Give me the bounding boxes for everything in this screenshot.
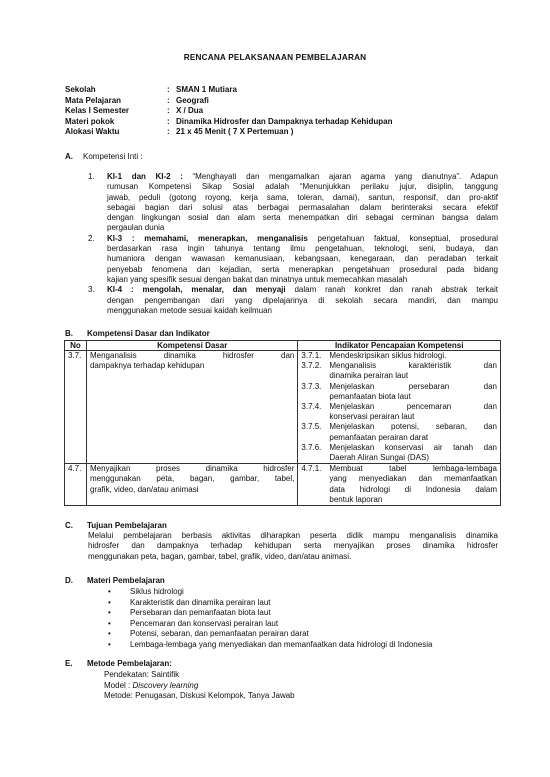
indicator-item xyxy=(301,402,497,422)
text-line: Daerah Aliran Sungai (DAS) xyxy=(329,453,429,463)
text-line: Membuat tabel lembaga-lembaga xyxy=(329,464,497,474)
text-line: dengan lingkungan sosial dan alam serta menempatkan diri sebagai cerminan bangsa dalam xyxy=(107,213,498,223)
info-value: 21 x 45 Menit ( 7 X Pertemuan ) xyxy=(176,127,294,137)
text-line: Menjelaskan pencemaran dan xyxy=(329,402,497,412)
info-label: Materi pokok xyxy=(65,116,115,126)
list-number: 3. xyxy=(88,285,95,295)
section-d-heading xyxy=(65,576,165,586)
text-line: menggunakan peta, bagan, gambar, tabel, grafik, video, dan/atau animasi. xyxy=(88,551,352,561)
text-line: pergaulan dunia xyxy=(107,223,165,233)
info-row xyxy=(65,127,393,138)
text-line: KI-4 : mengolah, menalar, dan menyaji dalam ranah konkret dan ranah abstrak terkait xyxy=(107,285,499,295)
indicator-number: 4.7.1. xyxy=(301,464,322,474)
info-colon: : xyxy=(167,106,170,116)
text-line: rumusan Kompetensi Sikap Sosial adalah “Menunjukkan perilaku jujur, disiplin, tanggung xyxy=(107,182,498,192)
info-colon: : xyxy=(167,85,170,94)
list-number: 2. xyxy=(88,233,95,243)
bullet-icon: • xyxy=(108,587,111,596)
info-colon: : xyxy=(167,116,170,126)
list-text xyxy=(107,172,498,234)
text-line: grafik, video, dan/atau animasi xyxy=(89,484,199,494)
text-line: Menyajikan proses dinamika hidrosfer xyxy=(89,464,295,474)
text-line: Menganalisis karakteristik dan xyxy=(329,361,497,371)
indicator-number: 3.7.5. xyxy=(301,422,322,432)
list-text: Pencemaran dan konservasi perairan laut xyxy=(130,618,279,628)
list-text: Potensi, sebaran, dan pemanfaatan perairan darat xyxy=(130,629,309,639)
column-header-kd: Kompetensi Dasar xyxy=(86,341,297,351)
info-label: Mata Pelajaran xyxy=(65,95,122,105)
table-row xyxy=(65,464,501,506)
text-line: dengan pengembangan dari yang dipelajarinya di sekolah secara mandiri, dan mampu xyxy=(107,295,498,305)
list-text xyxy=(107,234,498,285)
document-title: RENCANA PELAKSANAAN PEMBELAJARAN xyxy=(183,53,367,62)
bullet-icon: • xyxy=(108,639,111,649)
info-label: Alokasi Waktu xyxy=(65,127,120,137)
bullet-icon: • xyxy=(108,629,111,639)
section-a-heading xyxy=(65,152,143,162)
competence-keyword: KI-3 : memahami, menerapkan, menganalisis xyxy=(107,233,308,243)
text-line: menggunakan metode sesuai kaidah keilmuan xyxy=(107,305,272,315)
indicator-item xyxy=(301,382,497,402)
indicator-number: 3.7.6. xyxy=(301,442,322,452)
material-list xyxy=(108,587,432,651)
table-header-row xyxy=(65,341,501,351)
competence-keyword: KI-1 dan KI-2 : xyxy=(107,172,183,181)
core-competence-list xyxy=(88,172,498,316)
info-colon: : xyxy=(167,95,170,105)
text-line: konservasi perairan laut xyxy=(329,412,415,422)
info-value: SMAN 1 Mutiara xyxy=(176,85,237,94)
list-text: Lembaga-lembaga yang menyediakan dan memanfaatkan data hidrologi di Indonesia xyxy=(130,639,433,649)
indicator-item xyxy=(301,361,497,381)
row-number: 4.7. xyxy=(65,464,87,506)
text-line: dinamika perairan laut xyxy=(329,371,409,381)
text-line: data hidrologi di Indonesia dalam xyxy=(329,484,497,494)
model-line xyxy=(104,681,295,692)
list-item xyxy=(108,619,432,630)
learning-objective-paragraph xyxy=(88,531,498,562)
section-label: B. xyxy=(65,329,73,338)
indicator-number: 3.7.3. xyxy=(301,381,322,391)
indicator-text xyxy=(329,422,497,442)
list-item xyxy=(88,234,498,285)
bullet-icon: • xyxy=(108,608,111,618)
text-line: dampaknya terhadap kehidupan xyxy=(89,361,205,371)
indicator-cell xyxy=(298,351,501,464)
indicator-number: 3.7.2. xyxy=(301,361,322,371)
info-row xyxy=(65,106,393,117)
info-row xyxy=(65,85,393,96)
indicator-cell xyxy=(298,464,501,506)
section-title: Tujuan Pembelajaran xyxy=(87,521,167,530)
indicator-item xyxy=(301,464,497,505)
indicator-item xyxy=(301,422,497,442)
info-label: Kelas I Semester xyxy=(65,106,130,116)
indicator-text xyxy=(329,443,497,463)
indicator-item xyxy=(301,443,497,463)
list-number: 1. xyxy=(88,172,95,181)
text-line: Menganalisis dinamika hidrosfer dan xyxy=(89,351,295,360)
section-title: Kompetensi Dasar dan Indikator xyxy=(87,329,210,338)
info-label: Sekolah xyxy=(65,85,96,94)
text-line: sebagai bagian dari solusi atas berbagai permasalahan dalam berinteraksi secara efektif xyxy=(107,202,498,212)
list-text: Karakteristik dan dinamika perairan laut xyxy=(130,597,271,607)
section-label: E. xyxy=(65,659,73,668)
text-line: Mendeskripsikan siklus hidrologi. xyxy=(329,351,447,360)
list-item xyxy=(108,608,432,619)
info-row xyxy=(65,96,393,107)
method-block xyxy=(104,670,295,702)
list-item xyxy=(88,172,498,234)
text-line: pemanfaatan perairan darat xyxy=(329,432,429,442)
indicator-item xyxy=(301,351,497,361)
method-text: Metode: Penugasan, Diskusi Kelompok, Tanya Jawab xyxy=(104,691,295,701)
info-row xyxy=(65,117,393,128)
model-label: Model : xyxy=(104,680,133,690)
text-line: hidrosfer dan dampaknya terhadap kehidupan serta menyajikan proses dinamika hidrosfer xyxy=(88,541,498,551)
text-line: humaniora dengan wawasan kemanusiaan, kebangsaan, kenegaraan, dan peradaban terkait xyxy=(107,254,498,264)
text-line: KI-3 : memahami, menerapkan, menganalisis pengetahuan faktual, konseptual, prosedural xyxy=(107,233,498,243)
indicator-number: 3.7.1. xyxy=(301,351,322,360)
text-line: jawab, peduli (gotong royong, kerja sama, toleran, damai), santun, responsif, dan pro-aktif xyxy=(107,192,498,202)
column-header-no: No xyxy=(65,341,87,351)
text-line: pemanfaatan biota laut xyxy=(329,391,411,401)
list-text xyxy=(107,285,498,316)
competence-cell xyxy=(86,351,297,464)
info-colon: : xyxy=(167,127,170,137)
list-item xyxy=(108,640,432,651)
row-number: 3.7. xyxy=(65,351,87,464)
info-value: Geografi xyxy=(176,95,209,105)
section-label: A. xyxy=(65,152,73,161)
text-line: kajian yang spesifik sesuai dengan bakat dan minatnya untuk memecahkan masalah xyxy=(107,274,408,284)
text-line: Menjelaskan konservasi air tanah dan xyxy=(329,442,497,452)
list-text: Persebaran dan pemanfaatan biota laut xyxy=(130,608,271,618)
text-line: Menjelaskan persebaran dan xyxy=(329,381,497,391)
competence-table xyxy=(64,340,501,506)
model-value: Discovery learning xyxy=(132,680,199,690)
list-item xyxy=(108,587,432,598)
approach-text: Pendekatan: Saintifik xyxy=(104,670,180,679)
list-item xyxy=(88,285,498,316)
text-line: yang menyediakan dan memanfaatkan xyxy=(329,474,497,484)
table-row xyxy=(65,351,501,464)
section-title: Metode Pembelajaran: xyxy=(87,659,172,668)
info-value: X / Dua xyxy=(176,106,204,116)
section-label: D. xyxy=(65,576,73,585)
text-line: penyebab fenomena dan kejadian, serta menerapkan pengetahuan prosedural pada bidang xyxy=(107,264,498,274)
text-line: menggunakan peta, bagan, gambar, tabel, xyxy=(89,474,295,484)
list-item xyxy=(108,598,432,609)
competence-cell xyxy=(86,464,297,506)
info-value: Dinamika Hidrosfer dan Dampaknya terhadap Kehidupan xyxy=(176,116,393,126)
list-item xyxy=(108,629,432,640)
indicator-text xyxy=(329,361,497,381)
indicator-text xyxy=(329,464,497,505)
section-c-heading xyxy=(65,521,167,531)
column-header-indicator: Indikator Pencapaian Kompetensi xyxy=(298,341,501,351)
bullet-icon: • xyxy=(108,597,111,607)
section-b-heading xyxy=(65,329,210,339)
identity-block xyxy=(65,85,393,138)
indicator-text xyxy=(329,351,497,361)
section-e-heading xyxy=(65,659,172,669)
text-line: Melalui pembelajaran berbasis aktivitas diharapkan peserta didik mampu menganalisis dinamika xyxy=(88,531,498,540)
bullet-icon: • xyxy=(108,618,111,628)
section-title: Kompetensi Inti : xyxy=(83,152,143,161)
text-line: Menjelaskan potensi, sebaran, dan xyxy=(329,422,497,432)
competence-keyword: KI-4 : mengolah, menalar, dan menyaji xyxy=(107,285,286,295)
section-label: C. xyxy=(65,521,73,530)
text-line: berdasarkan rasa ingin tahunya tentang ilmu pengetahuan, teknologi, seni, budaya, dan xyxy=(107,244,498,254)
indicator-number: 3.7.4. xyxy=(301,402,322,412)
section-title: Materi Pembelajaran xyxy=(87,576,165,585)
indicator-text xyxy=(329,382,497,402)
text-line: bentuk laporan xyxy=(329,494,383,504)
list-text: Siklus hidrologi xyxy=(130,587,184,596)
text-line: KI-1 dan KI-2 : “Menghayati dan mengamalkan ajaran agama yang dianutnya”. Adapun xyxy=(107,172,499,181)
indicator-text xyxy=(329,402,497,422)
